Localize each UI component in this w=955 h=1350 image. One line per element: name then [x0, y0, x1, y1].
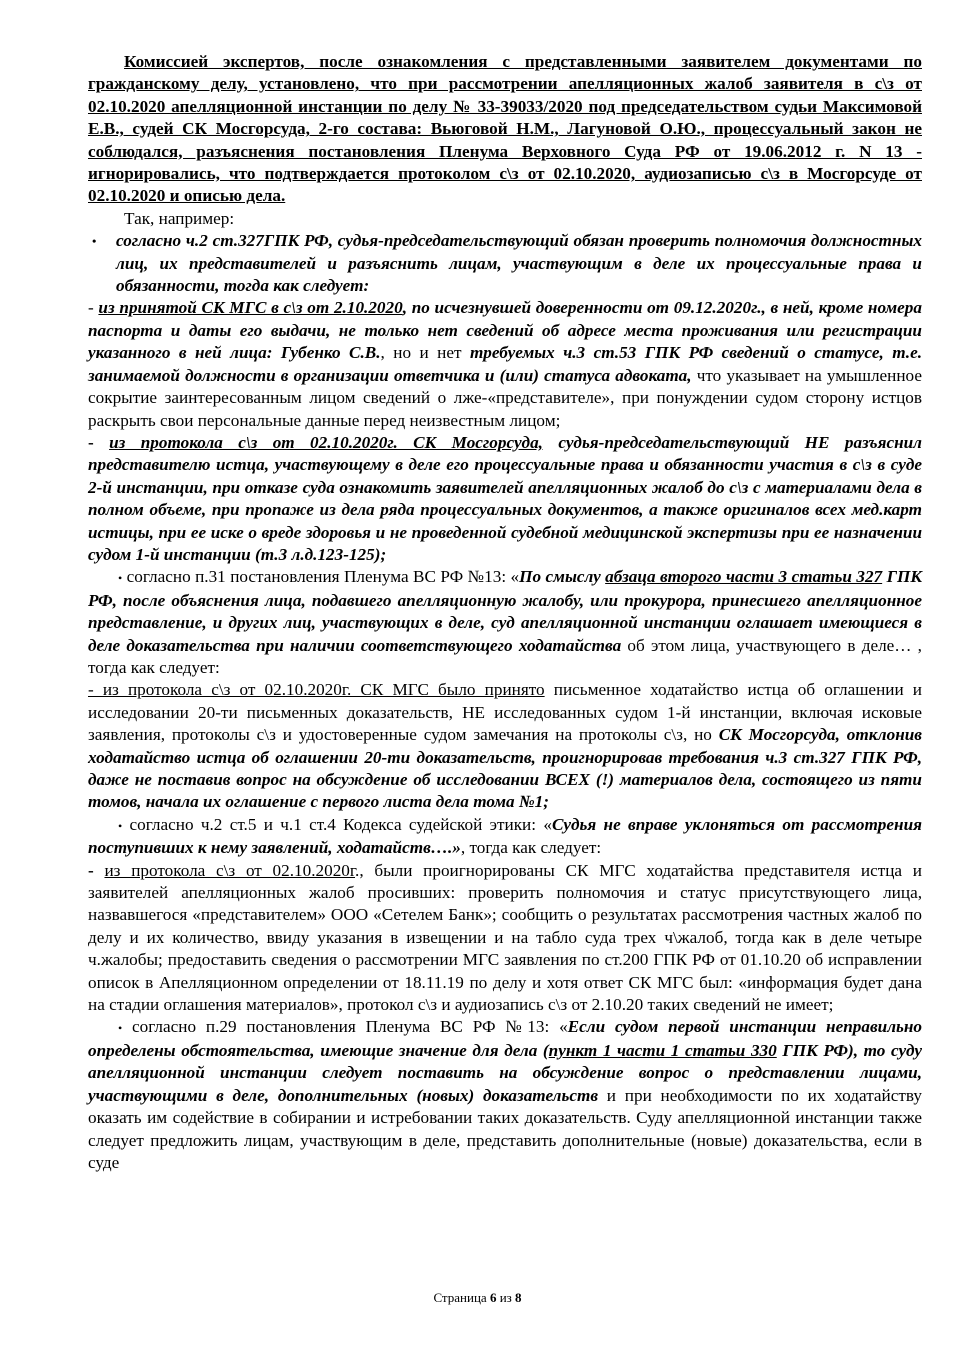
underlined-ref: - из протокола с\з от 02.10.2020г. СК МГС было принято	[88, 680, 545, 700]
plain-text: согласно п.31 постановления Пленума ВС РФ №13: «	[126, 567, 520, 587]
intro-paragraph: Комиссией экспертов, после ознакомления с представленными заявителем документами по гражданскому делу, установлено, что при рассмотрении апелляционных жалоб заявителя в с\з от 02.10.2020 апелляционной инстанции по делу № 33-39033/2020 под председательством судьи Максимовой Е.В., судей СК Мосгорсуда, 2-го состава: Вьюговой Н.М., Лагуновой О.Ю., процессуальный закон не соблюдался, разъяснения постановления Пленума Верховного Суда РФ от 19.06.2012 г. N 13 - игнорировались, что подтверждается протоколом с\з от 02.10.2020, аудиозаписью с\з в Мосгорсуде от 02.10.2020 и описью дела.	[88, 52, 922, 206]
footer-middle: из	[496, 1290, 516, 1305]
underlined-ref: из протокола с\з от 02.10.2020г. СК Мосгорсуда,	[109, 432, 543, 452]
plain-text: ., были проигнорированы СК МГС ходатайства представителя истца и заявителей апелляционных жалоб просивших: проверить полномочия и статус присутствующего лица, назвавшегося «представителем» ООО «Сетелем Банк»; сообщить о результатах рассмотрения частных жалоб по делу и их количество, ввиду указания в извещении и на табло суда трех ч\жалоб, тогда как в деле четыре ч.жалобы; предоставить сведения о рассмотрении МГС заявления по ст.200 ГПК РФ от 01.10.20 об исправлении описок в Апелляционном определении от 18.11.19 по делу и хотя ответ СК МГС был: «информация будет дана на стадии оглашения материалов», протокол с\з и аудиозапись с\з от 2.10.20 таких сведений не имеет;	[88, 860, 922, 1015]
dash: -	[88, 432, 110, 452]
emphasis-text: Судья не вправе уклоняться от рассмотрения поступивших к нему заявлений, ходатайств….»	[88, 814, 922, 858]
bullet-icon: •	[118, 571, 123, 586]
page-total: 8	[515, 1290, 522, 1305]
bullet-1-subitem-1	[88, 297, 922, 431]
bullet-item-1	[88, 230, 922, 297]
bullet-2-subitem-1	[88, 679, 922, 813]
footer-prefix: Страница	[433, 1290, 490, 1305]
bullet-item-2	[88, 566, 922, 679]
bullet-1-text: согласно ч.2 ст.327ГПК РФ, судья-председательствующий обязан проверить полномочия должностных лиц, их представителей и разъяснить лицам, участвующим в деле их процессуальные права и обязанности, тогда как следует:	[116, 231, 922, 296]
bullet-1-subitem-2	[88, 432, 922, 566]
page-footer	[0, 1290, 955, 1306]
emphasis-text: Если судом первой инстанции неправильно определены обстоятельства, имеющие значение для дела (	[88, 1017, 923, 1060]
underlined-ref: из протокола с\з от 02.10.2020г	[104, 860, 356, 880]
bullet-icon: •	[118, 818, 123, 833]
law-link[interactable]: пункт 1 части 1 статьи 330	[548, 1040, 777, 1060]
plain-text: и при необходимости по их ходатайству оказать им содействие в собирании и истребовании таких доказательств. Суду апелляционной инстанции также следует предложить лицам, участвующим в деле, представить дополнительные (новые) доказательства, если в суде	[88, 1085, 923, 1172]
examples-lead: Так, например:	[124, 208, 235, 228]
plain-text: что указывает на умышленное сокрытие заинтересованным лицом сведений о лже-«представителе», при понуждении судом сторону истцов раскрыть свои персональные данные перед неизвестным лицом;	[88, 365, 922, 430]
emphasis-text: судья-председательствующий НЕ разъяснил представителю истца, участвующему в деле его процессуальные права и обязанности участия в с\з в суде 2-й инстанции, при отказе суда ознакомить заявителей апелляционных жалоб до с\з с материалами дела в полном объеме, при пропаже из дела ряда процессуальных документов, а также оригиналов всех мед.карт истицы, при ее иске о вреде здоровья и не проведенной судебной медицинской экспертизы при ее назначении судом 1-й инстанции (т.3 л.д.123-125);	[88, 432, 922, 564]
plain-text: письменное ходатайство истца об оглашении и исследовании 20-ти письменных доказательств, НЕ исследованных судом 1-й инстанции, включая исковые заявления, протоколы с\з и удостоверенные судом замечания на протоколы с\з, но	[88, 680, 922, 745]
bullet-item-4	[88, 1016, 922, 1174]
bullet-icon: •	[92, 234, 97, 249]
plain-text: , но и нет	[380, 343, 470, 363]
emphasis-text: По смыслу	[519, 567, 606, 587]
bullet-icon: •	[118, 1021, 123, 1036]
bullet-item-3	[88, 814, 922, 860]
plain-text: согласно п.29 постановления Пленума ВС РФ №13: «	[132, 1017, 568, 1037]
page-number: 6	[489, 1290, 497, 1305]
emphasis-text: СК Мосгорсуда, отклонив ходатайство истца об оглашении 20-ти доказательств, проигнорировав требования ч.3 ст.327 ГПК РФ, даже не поставив вопрос на обсуждение об исследовании ВСЕХ (!) материалов дела, состоящего из пяти томов, начала их оглашение с первого листа дела тома №1;	[88, 725, 922, 812]
emphasis-text: ГПК РФ, после объяснения лица, подавшего апелляционную жалобу, или прокурора, принесшего апелляционное представление, и других лиц, участвующих в деле, суд апелляционной инстанции оглашает имеющиеся в деле доказательства при наличии соответствующего ходатайства	[88, 567, 922, 655]
dash: -	[88, 298, 99, 318]
bullet-3-subitem-1	[88, 860, 922, 1017]
plain-text: , тогда как следует:	[460, 838, 602, 858]
emphasis-text: требуемых ч.3 ст.53 ГПК РФ сведений о статусе, т.е. занимаемой должности в организации ответчика и (или) статуса адвоката,	[88, 343, 923, 385]
emphasis-text: , по исчезнувшей доверенности от 09.12.2020г., в ней, кроме номера паспорта и даты его выдачи, не только нет сведений об адресе места проживания или регистрации указанного в ней лица: Губенко С.В.	[88, 298, 922, 363]
document-body	[88, 51, 922, 1174]
dash: -	[88, 860, 105, 880]
emphasis-text: ГПК РФ), то суду апелляционной инстанции следует поставить на обсуждение вопрос о представлении лицами, участвующими в деле, дополнительных (новых) доказательств	[88, 1040, 922, 1105]
underlined-ref: из принятой СК МГС в с\з от 2.10.2020	[98, 298, 403, 318]
plain-text: согласно ч.2 ст.5 и ч.1 ст.4 Кодекса судейской этики: «	[129, 814, 552, 834]
law-link[interactable]: абзаца второго части 3 статьи 327	[605, 567, 883, 587]
plain-text: об этом лица, участвующего в деле… , тогда как следует:	[88, 635, 922, 677]
